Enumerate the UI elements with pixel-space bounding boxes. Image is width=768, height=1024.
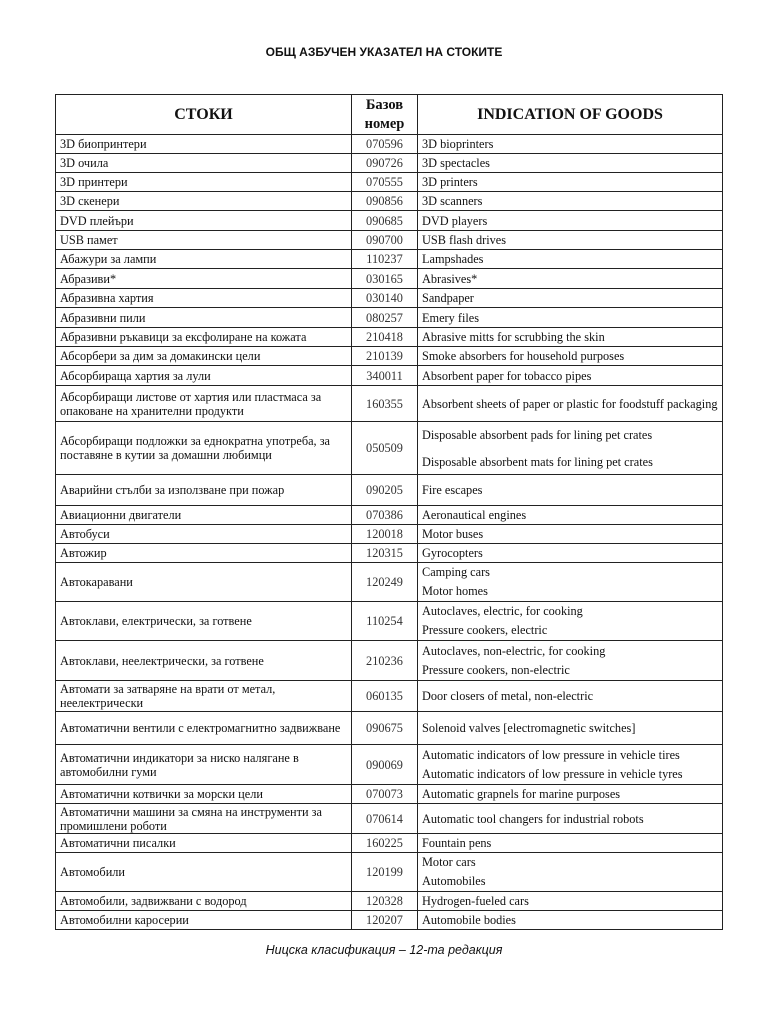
goods-en-line: Pressure cookers, non-electric [422,662,570,677]
table-row [56,804,723,834]
table-row [56,475,723,506]
header-base-number: Базов номер [352,95,418,135]
table-row [56,289,723,308]
goods-bg-cell: 3D принтери [56,173,352,192]
base-number-cell: 120207 [352,911,418,930]
table-row [56,386,723,422]
goods-bg-cell: Автомати за затваряне на врати от метал, неелектрически [56,681,352,712]
document-title: ОБЩ АЗБУЧЕН УКАЗАТЕЛ НА СТОКИТЕ [265,45,503,59]
goods-en-line: 3D spectacles [422,156,490,170]
goods-bg-cell: Абразивни пили [56,308,352,328]
goods-en-line: Automobiles [422,874,486,888]
table-row [56,525,723,544]
goods-en-cell [418,289,723,308]
goods-bg-cell: 3D биопринтери [56,135,352,154]
base-number-cell: 340011 [352,366,418,386]
goods-en-line: 3D scanners [422,194,483,208]
goods-en-line: Smoke absorbers for household purposes [422,349,625,363]
base-number-cell: 090685 [352,211,418,231]
goods-en-cell [418,308,723,328]
goods-en-cell [418,192,723,211]
table-row [56,173,723,192]
goods-en-cell [418,269,723,289]
goods-en-cell [418,853,723,892]
goods-en-line: Emery files [422,310,480,325]
base-number-cell: 070596 [352,135,418,154]
goods-en-cell [418,386,723,422]
goods-bg-cell: USB памет [56,231,352,250]
base-number-cell: 210139 [352,347,418,366]
goods-table [55,94,723,930]
goods-en-line: 3D printers [422,175,478,189]
goods-bg-cell: 3D скенери [56,192,352,211]
base-number-cell: 030165 [352,269,418,289]
table-row [56,544,723,563]
base-number-cell: 070555 [352,173,418,192]
table-row [56,192,723,211]
table-row [56,328,723,347]
goods-en-line: 3D bioprinters [422,137,494,151]
base-number-cell: 070386 [352,506,418,525]
table-row [56,602,723,641]
goods-en-cell [418,911,723,930]
base-number-cell: 070614 [352,804,418,834]
base-number-cell: 090856 [352,192,418,211]
table-row [56,154,723,173]
goods-en-line: Absorbent paper for tobacco pipes [422,368,592,383]
base-number-cell: 210236 [352,641,418,681]
goods-en-line: Autoclaves, non-electric, for cooking [422,643,606,658]
goods-en-line: Absorbent sheets of paper or plastic for foodstuff packaging [422,396,718,411]
goods-en-line: Fountain pens [422,836,492,850]
base-number-cell: 120249 [352,563,418,602]
goods-bg-cell: Автоматични вентили с електромагнитно задвижване [56,712,352,745]
goods-en-line: Motor cars [422,855,476,869]
goods-en-line: Abrasives* [422,271,478,286]
goods-bg-cell: Абразиви* [56,269,352,289]
goods-en-cell [418,211,723,231]
goods-bg-cell: Автокаравани [56,563,352,602]
goods-bg-cell: Абажури за лампи [56,250,352,269]
header-goods-en: INDICATION OF GOODS [418,95,723,135]
goods-en-line: Automatic tool changers for industrial robots [422,811,644,826]
goods-bg-cell: Абсорбираща хартия за лули [56,366,352,386]
goods-bg-cell: Автоматични писалки [56,834,352,853]
goods-en-cell [418,892,723,911]
table-row [56,506,723,525]
goods-bg-cell: Абсорбери за дим за домакински цели [56,347,352,366]
table-row [56,422,723,475]
goods-en-line: Gyrocopters [422,546,483,560]
goods-bg-cell: Автоматични машини за смяна на инструменти за промишлени роботи [56,804,352,834]
goods-bg-cell: Автомобили [56,853,352,892]
table-row [56,308,723,328]
goods-en-line: Automobile bodies [422,913,516,927]
goods-en-cell [418,475,723,506]
goods-en-cell [418,366,723,386]
table-row [56,563,723,602]
table-row [56,712,723,745]
base-number-cell: 080257 [352,308,418,328]
goods-en-line: Automatic indicators of low pressure in vehicle tyres [422,766,683,781]
table-row [56,785,723,804]
page-footer: Ницска класификация – 12-та редакция [265,943,503,957]
goods-en-cell [418,544,723,563]
base-number-cell: 120199 [352,853,418,892]
goods-en-line: Camping cars [422,565,490,579]
goods-en-cell [418,154,723,173]
goods-en-cell [418,641,723,681]
goods-en-line: Hydrogen-fueled cars [422,894,529,908]
goods-bg-cell: Аварийни стълби за използване при пожар [56,475,352,506]
goods-bg-cell: Автоматични индикатори за ниско налягане в автомобилни гуми [56,745,352,785]
table-row [56,911,723,930]
goods-en-line: Automatic indicators of low pressure in vehicle tires [422,747,680,762]
goods-en-cell [418,681,723,712]
base-number-cell: 090069 [352,745,418,785]
table-row [56,366,723,386]
goods-en-line: Disposable absorbent mats for lining pet crates [422,454,653,469]
goods-en-line: Pressure cookers, electric [422,623,548,637]
goods-bg-cell: Автоклави, неелектрически, за готвене [56,641,352,681]
goods-en-cell [418,422,723,475]
goods-bg-cell: Автоклави, електрически, за готвене [56,602,352,641]
base-number-cell: 090700 [352,231,418,250]
goods-en-line: Lampshades [422,252,484,266]
table-header-row [56,95,723,135]
base-number-cell: 090675 [352,712,418,745]
goods-en-cell [418,563,723,602]
goods-bg-cell: DVD плейъри [56,211,352,231]
base-number-cell: 120315 [352,544,418,563]
base-number-cell: 110254 [352,602,418,641]
goods-en-cell [418,173,723,192]
base-number-cell: 060135 [352,681,418,712]
goods-bg-cell: 3D очила [56,154,352,173]
goods-en-line: Motor buses [422,527,484,541]
table-row [56,135,723,154]
goods-en-line: DVD players [422,213,488,228]
goods-en-line: Disposable absorbent pads for lining pet crates [422,427,653,442]
table-row [56,231,723,250]
goods-bg-cell: Автоматични котвички за морски цели [56,785,352,804]
goods-en-cell [418,525,723,544]
goods-en-cell [418,250,723,269]
base-number-cell: 120328 [352,892,418,911]
table-row [56,250,723,269]
base-number-cell: 110237 [352,250,418,269]
goods-en-cell [418,804,723,834]
base-number-cell: 160355 [352,386,418,422]
goods-en-line: Automatic grapnels for marine purposes [422,787,621,801]
goods-bg-cell: Автомобили, задвижвани с водород [56,892,352,911]
goods-en-line: Aeronautical engines [422,508,527,522]
table-row [56,269,723,289]
goods-bg-cell: Автобуси [56,525,352,544]
goods-en-cell [418,328,723,347]
goods-bg-cell: Абсорбиращи листове от хартия или пластмаса за опаковане на хранителни продукти [56,386,352,422]
table-row [56,681,723,712]
goods-en-cell [418,231,723,250]
table-row [56,347,723,366]
goods-en-line: USB flash drives [422,233,507,247]
base-number-cell: 090205 [352,475,418,506]
base-number-cell: 070073 [352,785,418,804]
goods-en-cell [418,347,723,366]
goods-en-cell [418,135,723,154]
goods-en-line: Abrasive mitts for scrubbing the skin [422,330,605,344]
table-row [56,745,723,785]
goods-en-line: Solenoid valves [electromagnetic switches] [422,721,636,735]
goods-en-line: Autoclaves, electric, for cooking [422,604,583,618]
goods-bg-cell: Авиационни двигатели [56,506,352,525]
goods-en-cell [418,834,723,853]
goods-en-cell [418,602,723,641]
base-number-cell: 210418 [352,328,418,347]
goods-en-line: Sandpaper [422,291,474,305]
goods-bg-cell: Абразивна хартия [56,289,352,308]
goods-en-line: Door closers of metal, non-electric [422,689,594,703]
base-number-cell: 120018 [352,525,418,544]
goods-en-line: Fire escapes [422,483,483,497]
table-row [56,853,723,892]
header-goods-bg: СТОКИ [56,95,352,135]
goods-en-cell [418,506,723,525]
goods-en-cell [418,785,723,804]
table-row [56,834,723,853]
goods-en-cell [418,712,723,745]
base-number-cell: 050509 [352,422,418,475]
goods-bg-cell: Абразивни ръкавици за ексфолиране на кожата [56,328,352,347]
goods-en-line: Motor homes [422,584,488,598]
table-row [56,211,723,231]
base-number-cell: 160225 [352,834,418,853]
base-number-cell: 030140 [352,289,418,308]
goods-bg-cell: Автомобилни каросерии [56,911,352,930]
goods-en-cell [418,745,723,785]
goods-bg-cell: Автожир [56,544,352,563]
table-row [56,892,723,911]
table-row [56,641,723,681]
goods-bg-cell: Абсорбиращи подложки за еднократна употреба, за поставяне в кутии за домашни любимци [56,422,352,475]
base-number-cell: 090726 [352,154,418,173]
